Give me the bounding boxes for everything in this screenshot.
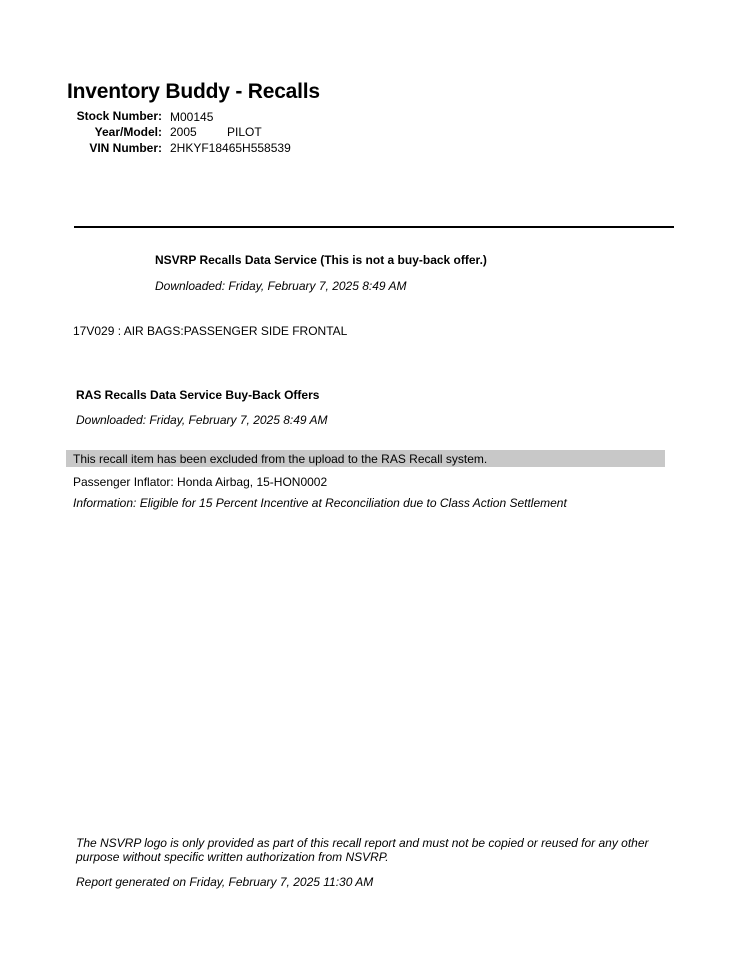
year-model-label: Year/Model: [94, 125, 162, 139]
ras-heading: RAS Recalls Data Service Buy-Back Offers [76, 388, 320, 402]
nsvrp-heading: NSVRP Recalls Data Service (This is not a buy-back offer.) [155, 253, 487, 267]
ras-item-description: Passenger Inflator: Honda Airbag, 15-HON0002 [73, 475, 328, 489]
stock-number-value: M00145 [170, 110, 214, 124]
vin-label: VIN Number: [89, 141, 162, 155]
nsvrp-downloaded: Downloaded: Friday, February 7, 2025 8:49 AM [155, 279, 407, 293]
vin-value: 2HKYF18465H558539 [170, 141, 291, 155]
ras-downloaded: Downloaded: Friday, February 7, 2025 8:49 AM [76, 413, 328, 427]
ras-information: Information: Eligible for 15 Percent Incentive at Reconciliation due to Class Action Settlement [73, 496, 567, 510]
report-generated: Report generated on Friday, February 7, 2025 11:30 AM [76, 875, 374, 889]
stock-number-label: Stock Number: [76, 109, 162, 123]
report-title: Inventory Buddy - Recalls [67, 80, 320, 103]
footer-disclaimer: The NSVRP logo is only provided as part of this recall report and must not be copied or reused for any other purpose without specific written authorization from NSVRP. [76, 836, 649, 864]
nsvrp-recall-item: 17V029 : AIR BAGS:PASSENGER SIDE FRONTAL [73, 324, 348, 338]
model-value: PILOT [227, 125, 262, 139]
year-value: 2005 [170, 125, 197, 139]
header-divider [74, 226, 674, 228]
excluded-notice: This recall item has been excluded from the upload to the RAS Recall system. [73, 452, 488, 466]
